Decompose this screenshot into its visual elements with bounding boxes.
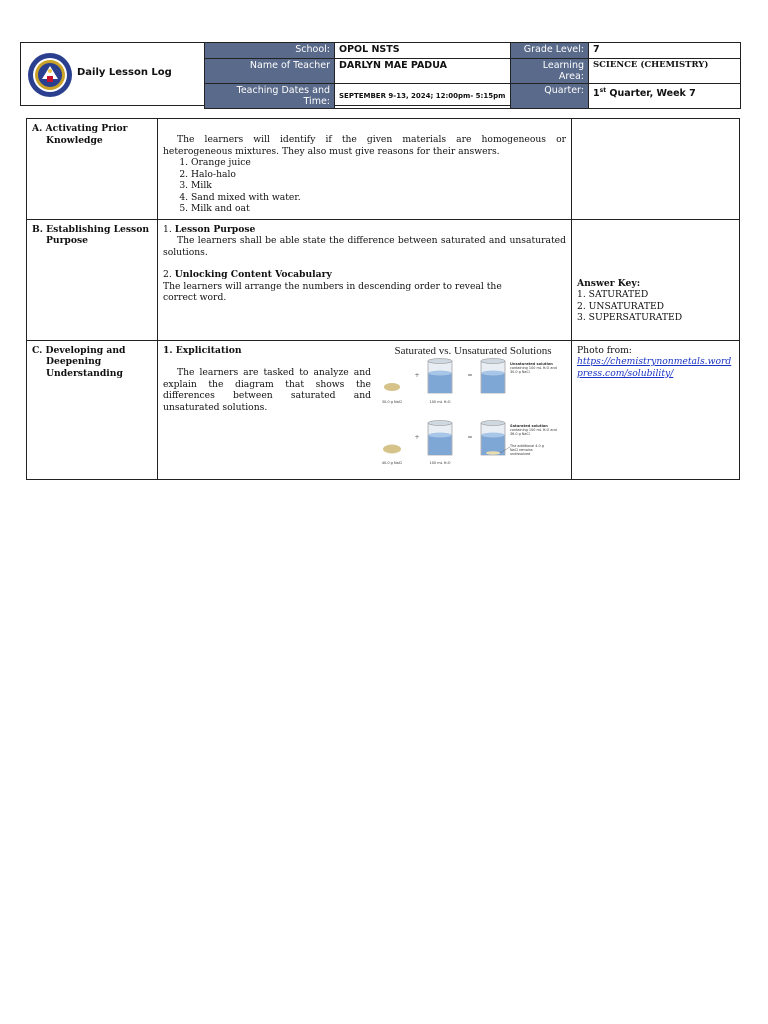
vocabulary-text: The learners will arrange the numbers in descending order to reveal the correct word. bbox=[163, 280, 502, 303]
beaker-unsaturated-icon bbox=[481, 358, 505, 393]
log-title: Daily Lesson Log bbox=[77, 67, 172, 78]
section-b-title: B. Establishing Lesson bbox=[32, 223, 150, 235]
area-value: SCIENCE (CHEMISTRY) bbox=[589, 59, 741, 84]
section-b-content bbox=[158, 219, 572, 340]
beaker-water-icon bbox=[428, 358, 452, 393]
logo-cell bbox=[21, 43, 204, 105]
grade-label: Grade Level: bbox=[511, 43, 589, 59]
beaker-saturated-icon bbox=[481, 420, 505, 455]
explicitation-text: The learners are tasked to analyze and explain the diagram that shows the differences between saturated and unsaturated solutions. bbox=[163, 367, 371, 413]
lesson-purpose-heading: Lesson Purpose bbox=[174, 223, 256, 235]
explicitation-heading: 1. Explicitation bbox=[163, 344, 242, 356]
answer-key-cell bbox=[572, 219, 740, 340]
section-a-row bbox=[27, 119, 740, 220]
mixtures-list bbox=[163, 157, 566, 215]
equals-sign: = bbox=[467, 371, 473, 379]
undissolved-note: The additional 4.0 g NaCl remains undissolved bbox=[510, 443, 544, 456]
answer-item: 2. UNSATURATED bbox=[577, 300, 665, 312]
school-label: School: bbox=[205, 43, 335, 59]
unsaturated-label: Unsaturated solution bbox=[510, 361, 553, 366]
photo-from-label: Photo from: bbox=[577, 344, 632, 356]
teacher-value: DARLYN MAE PADUA bbox=[335, 59, 511, 84]
school-value: OPOL NSTS bbox=[335, 43, 511, 59]
section-c-title-cont2: Understanding bbox=[46, 367, 123, 379]
section-c-label bbox=[27, 340, 158, 479]
salt-pile-icon bbox=[384, 383, 400, 391]
list-item: 1. Orange juice bbox=[191, 157, 566, 169]
beaker-water-icon bbox=[428, 420, 452, 455]
salt-label-top: 30.0 g NaCl bbox=[381, 399, 403, 404]
section-a-notes bbox=[572, 119, 740, 220]
quarter-value bbox=[589, 84, 741, 109]
dates-value: SEPTEMBER 9-13, 2024; 12:00pm- 5:15pm bbox=[335, 84, 511, 109]
source-link[interactable]: https://chemistrynonmetals.wordpress.com/solubility/ bbox=[577, 356, 732, 379]
answer-item: 1. SATURATED bbox=[577, 289, 649, 300]
photo-source-cell bbox=[572, 340, 740, 479]
water-label-top: 100 mL H₂O bbox=[429, 399, 451, 404]
list-item: 3. Milk bbox=[191, 180, 566, 192]
vocabulary-heading: Unlocking Content Vocabulary bbox=[174, 269, 332, 280]
section-c-row bbox=[27, 340, 740, 479]
quarter-suffix: st bbox=[599, 87, 607, 94]
saturated-label: Saturated solution bbox=[510, 423, 548, 428]
teacher-label: Name of Teacher bbox=[205, 59, 335, 84]
area-label: Learning Area: bbox=[511, 59, 589, 84]
section-b-label bbox=[27, 219, 158, 340]
section-c-title: C. Developing and bbox=[32, 344, 126, 356]
answer-item: 3. SUPERSATURATED bbox=[577, 312, 683, 323]
section-b-row bbox=[27, 219, 740, 340]
undissolved-note-wrap bbox=[510, 444, 550, 460]
section-c-title-cont1: Deepening bbox=[46, 356, 102, 367]
section-b-title-cont: Purpose bbox=[46, 235, 88, 246]
water-label-bottom: 100 mL H₂O bbox=[429, 460, 451, 465]
list-item: 2. Halo-halo bbox=[191, 169, 566, 181]
salt-label-bottom: 40.0 g NaCl bbox=[381, 460, 403, 465]
quarter-text: Quarter, Week 7 bbox=[606, 88, 696, 100]
lesson-purpose-text: The learners shall be able state the difference between saturated and unsaturated solutions. bbox=[163, 235, 566, 258]
plus-sign: + bbox=[414, 433, 420, 441]
section-a-content bbox=[158, 119, 572, 220]
dates-label: Teaching Dates and Time: bbox=[205, 84, 335, 109]
solutions-diagram bbox=[378, 343, 568, 473]
section-a-title-cont: Knowledge bbox=[46, 134, 103, 146]
unsaturated-desc: containing 100 mL H₂O and 30.0 g NaCl bbox=[510, 365, 557, 374]
unsaturated-desc-wrap bbox=[510, 366, 562, 380]
section-a-label bbox=[27, 119, 158, 220]
quarter-label: Quarter: bbox=[511, 84, 589, 109]
deped-seal-icon bbox=[27, 52, 73, 98]
list-item: 4. Sand mixed with water. bbox=[191, 192, 566, 204]
section-c-content bbox=[158, 340, 572, 479]
vocabulary-num: 2. bbox=[163, 269, 172, 280]
header-block bbox=[20, 42, 739, 106]
saturated-desc: containing 100 mL H₂O and 36.0 g NaCl bbox=[510, 427, 557, 436]
salt-pile-icon bbox=[383, 444, 401, 453]
diagram-title: Saturated vs. Unsaturated Solutions bbox=[394, 344, 552, 357]
header-grid bbox=[204, 42, 741, 109]
answer-key-title: Answer Key: bbox=[577, 277, 641, 289]
section-a-text: The learners will identify if the given materials are homogeneous or heterogeneous mixtures. They also must give reasons for their answers. bbox=[163, 134, 566, 157]
list-item: 5. Milk and oat bbox=[191, 203, 566, 215]
lesson-purpose-num: 1. bbox=[163, 223, 172, 235]
lesson-table bbox=[26, 118, 740, 480]
equals-sign: = bbox=[467, 433, 473, 441]
plus-sign: + bbox=[414, 371, 420, 379]
grade-value: 7 bbox=[589, 43, 741, 59]
section-a-title: A. Activating Prior bbox=[32, 123, 128, 134]
saturated-desc-wrap bbox=[510, 428, 562, 440]
quarter-number: 1 bbox=[593, 88, 600, 100]
